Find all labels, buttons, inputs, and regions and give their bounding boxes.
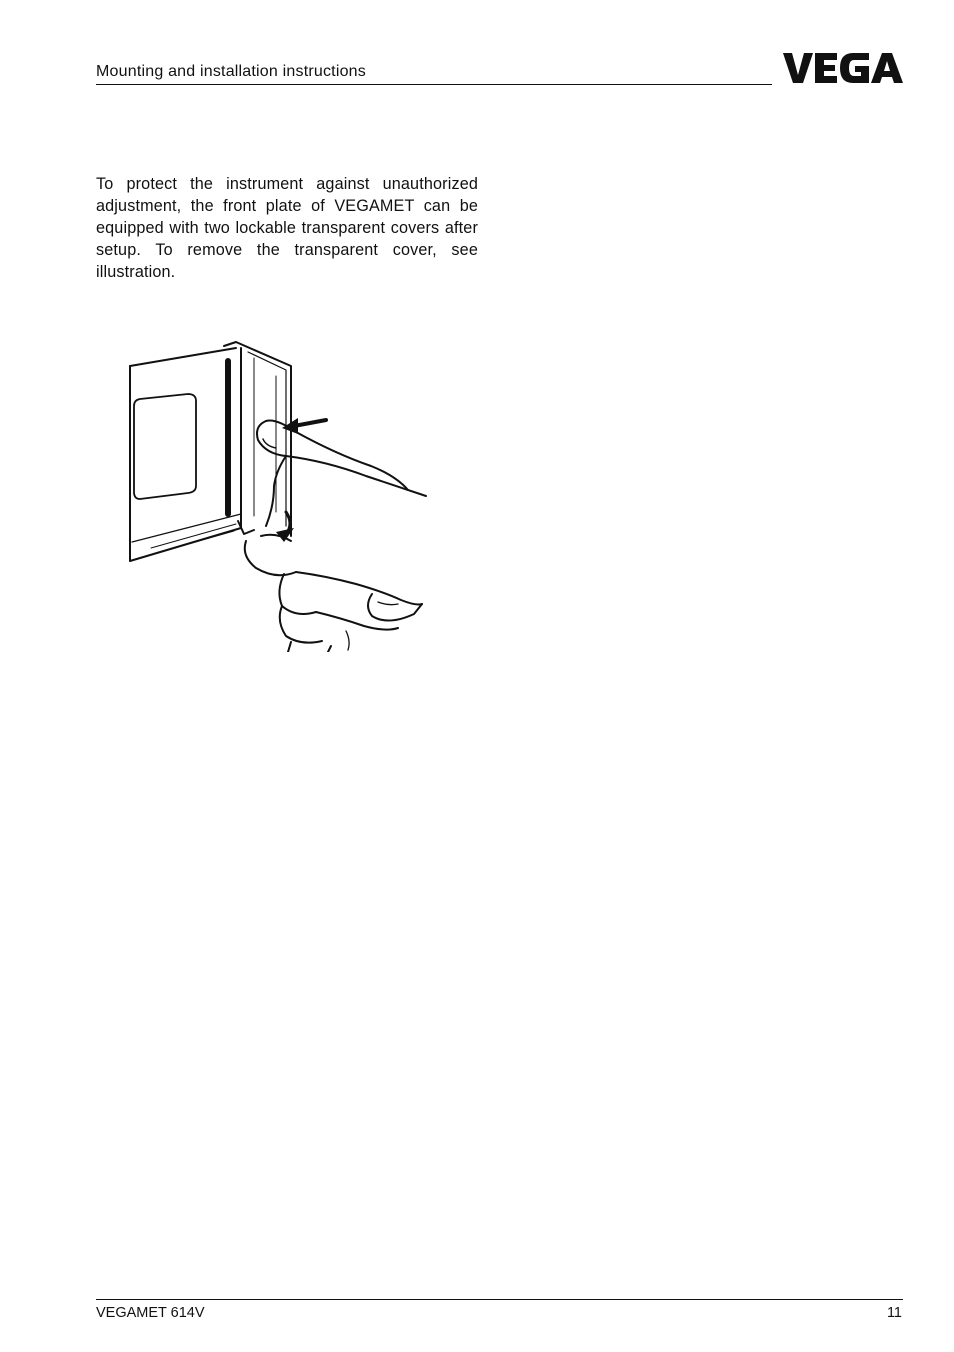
footer-divider xyxy=(96,1299,903,1300)
header-title: Mounting and installation instructions xyxy=(96,63,366,80)
body-paragraph: To protect the instrument against unauthorized adjustment, the front plate of VEGAMET can be equipped with two lockable transparent covers after setup. To remove the transparent cover, see illustration. xyxy=(96,175,478,282)
cover-removal-illustration xyxy=(126,336,430,652)
footer-product-name: VEGAMET 614V xyxy=(96,1305,205,1321)
vega-logo xyxy=(783,51,903,85)
header-divider xyxy=(96,84,772,85)
footer-page-number: 11 xyxy=(886,1305,902,1321)
